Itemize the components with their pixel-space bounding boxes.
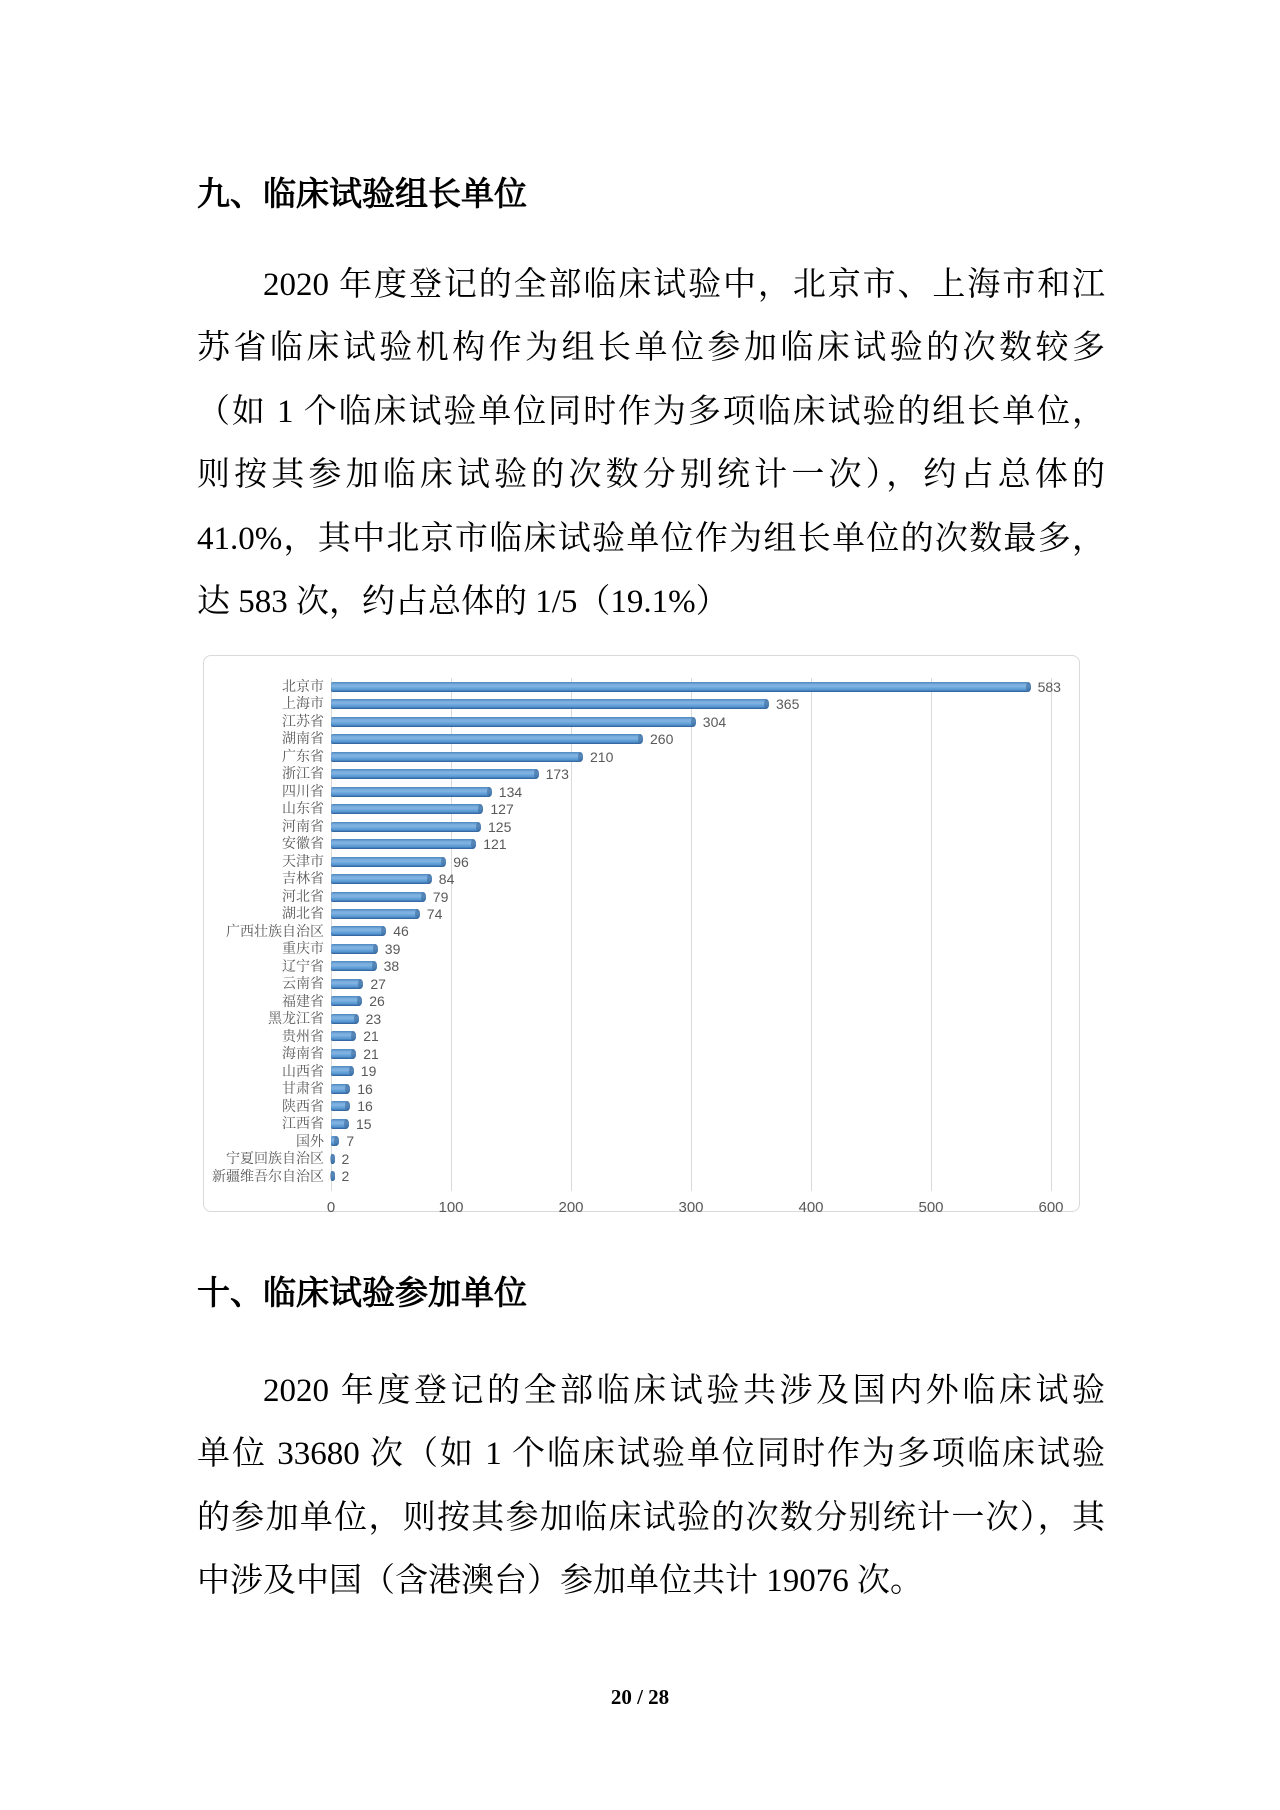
chart-gridline (1051, 678, 1052, 1191)
page-number: 20 / 28 (610, 1685, 670, 1709)
chart-value-label: 26 (369, 993, 385, 1010)
chart-bar (331, 1014, 359, 1024)
paragraph-line: 则按其参加临床试验的次数分别统计一次），约占总体的 (197, 457, 1105, 494)
chart-category-label: 宁夏回族自治区 (226, 1150, 324, 1167)
chart-category-label: 北京市 (282, 678, 324, 694)
chart-category-label: 陕西省 (282, 1097, 324, 1114)
chart-xtick-label: 0 (326, 1199, 336, 1216)
chart-row (331, 888, 1051, 905)
paragraph-line: 达 583 次，约占总体的 1/5（19.1%） (197, 583, 729, 620)
chart-bar (331, 909, 420, 919)
section10-heading: 十、临床试验参加单位 (197, 1274, 527, 1311)
chart-bar (331, 804, 483, 814)
chart-value-label: 46 (393, 923, 409, 940)
chart-row (331, 1080, 1051, 1097)
paragraph-line: 的参加单位，则按其参加临床试验的次数分别统计一次），其 (197, 1499, 1105, 1536)
chart-value-label: 39 (384, 940, 401, 957)
paragraph-line: 单位 33680 次（如 1 个临床试验单位同时作为多项临床试验 (197, 1436, 1105, 1473)
chart-bar (331, 787, 492, 797)
chart-bar (331, 874, 432, 884)
chart-row (331, 765, 1051, 782)
chart-value-label: 21 (363, 1028, 379, 1045)
chart-value-label: 16 (357, 1080, 373, 1097)
paragraph-line: 41.0%，其中北京市临床试验单位作为组长单位的次数最多， (197, 520, 1105, 557)
chart-bar (331, 944, 378, 954)
chart-bar (331, 1154, 335, 1164)
chart-row (331, 905, 1051, 922)
chart-value-label: 79 (432, 888, 449, 905)
chart-row (331, 1010, 1051, 1027)
paragraph-line: 苏省临床试验机构作为组长单位参加临床试验的次数较多 (197, 330, 1105, 367)
chart-bar (331, 682, 1031, 692)
chart-row (331, 835, 1051, 852)
chart-bar (331, 1136, 339, 1146)
chart-value-label: 84 (438, 871, 455, 888)
chart-xtick-label: 500 (918, 1199, 944, 1216)
chart-bar (331, 1084, 350, 1094)
chart-category-label: 湖北省 (282, 905, 324, 922)
chart-bar (331, 1049, 356, 1059)
chart-value-label: 21 (363, 1045, 379, 1062)
chart-category-label: 上海市 (282, 695, 324, 712)
chart-bar (331, 926, 386, 936)
chart-row (331, 1098, 1051, 1115)
chart-bar (331, 857, 446, 867)
chart-category-label: 安徽省 (282, 835, 324, 852)
section9-paragraph (197, 254, 1105, 634)
chart-bar (331, 717, 696, 727)
chart-row (331, 940, 1051, 957)
chart-row (331, 1045, 1051, 1062)
chart-value-label: 365 (776, 696, 800, 713)
chart-bar (331, 892, 426, 902)
chart-value-label: 19 (360, 1063, 377, 1080)
chart-value-label: 96 (453, 853, 469, 870)
chart-category-label: 海南省 (282, 1045, 324, 1062)
chart-category-label: 贵州省 (282, 1027, 324, 1044)
paragraph-line: 2020 年度登记的全部临床试验共涉及国内外临床试验 (263, 1373, 1105, 1409)
chart-category-label: 湖南省 (282, 730, 324, 747)
chart-row (331, 1150, 1051, 1167)
chart-value-label: 2 (341, 1150, 350, 1167)
chart-row (331, 958, 1051, 975)
chart-category-label: 新疆维吾尔自治区 (212, 1167, 324, 1184)
chart-category-label: 广西壮族自治区 (226, 922, 324, 939)
chart-category-label: 山东省 (282, 800, 324, 817)
chart-value-label: 15 (356, 1115, 372, 1132)
chart-row (331, 853, 1051, 870)
chart-value-label: 173 (545, 766, 569, 783)
chart-row (331, 713, 1051, 730)
chart-row (331, 730, 1051, 747)
chart-bar (331, 1171, 335, 1181)
chart-value-label: 16 (357, 1098, 373, 1115)
chart-category-label: 甘肃省 (282, 1080, 324, 1097)
chart-value-label: 127 (490, 801, 514, 818)
chart-bar (331, 734, 643, 744)
chart-bar (331, 961, 377, 971)
chart-xtick-label: 600 (1038, 1199, 1064, 1216)
chart-row (331, 923, 1051, 940)
chart-row (331, 783, 1051, 800)
chart-category-label: 广东省 (282, 747, 324, 764)
paragraph-line: 2020 年度登记的全部临床试验中，北京市、上海市和江 (263, 267, 1105, 303)
chart-value-label: 27 (370, 975, 386, 992)
chart-value-label: 2 (341, 1168, 350, 1185)
chart-row (331, 1028, 1051, 1045)
chart-category-label: 江苏省 (282, 712, 324, 729)
chart-bar (331, 752, 583, 762)
chart-category-label: 四川省 (282, 782, 324, 799)
chart-bar (331, 979, 363, 989)
chart-category-label: 辽宁省 (282, 957, 324, 974)
chart-category-label: 云南省 (282, 975, 324, 992)
chart-xtick-label: 100 (438, 1199, 464, 1216)
chart-category-label: 重庆市 (282, 940, 324, 957)
chart-bar (331, 996, 362, 1006)
section9-heading: 九、临床试验组长单位 (197, 175, 527, 212)
chart-row (331, 695, 1051, 712)
chart-row (331, 993, 1051, 1010)
chart-xtick-label: 400 (798, 1199, 824, 1216)
chart-value-label: 121 (483, 836, 507, 853)
chart-category-label: 江西省 (282, 1115, 324, 1132)
chart-row (331, 1168, 1051, 1185)
chart-row (331, 1133, 1051, 1150)
chart-category-label: 浙江省 (282, 765, 324, 782)
chart-value-label: 304 (702, 713, 727, 730)
chart-value-label: 210 (590, 748, 614, 765)
chart-bar (331, 769, 539, 779)
chart-row (331, 870, 1051, 887)
chart-value-label: 583 (1037, 678, 1061, 695)
chart-bar (331, 699, 769, 709)
chart-row (331, 678, 1061, 695)
chart-row (331, 748, 1051, 765)
chart-category-label: 黑龙江省 (268, 1010, 324, 1027)
chart-bar (331, 839, 476, 849)
chart-category-label: 吉林省 (282, 870, 324, 887)
chart-row (331, 818, 1051, 835)
chart-value-label: 38 (383, 958, 400, 975)
chart-xtick-label: 200 (558, 1199, 584, 1216)
chart-category-label: 天津市 (282, 852, 324, 869)
chart-bar (331, 1101, 350, 1111)
paragraph-line: （如 1 个临床试验单位同时作为多项临床试验的组长单位， (197, 393, 1105, 430)
chart-category-label: 河北省 (282, 887, 324, 904)
chart-xtick-label: 300 (678, 1199, 704, 1216)
chart-value-label: 260 (650, 731, 674, 748)
chart-bar (331, 1031, 356, 1041)
chart-row (331, 975, 1051, 992)
section10-paragraph (197, 1360, 1105, 1614)
chart-value-label: 23 (365, 1010, 382, 1027)
chart-row (331, 1063, 1051, 1080)
chart-plot (212, 678, 1064, 1216)
lead-units-bar-chart (203, 655, 1080, 1216)
chart-category-label: 山西省 (282, 1062, 324, 1079)
chart-bar (331, 1066, 354, 1076)
chart-category-label: 福建省 (282, 992, 324, 1009)
chart-row (331, 800, 1051, 817)
chart-category-label: 国外 (296, 1132, 324, 1149)
paragraph-line: 中涉及中国（含港澳台）参加单位共计 19076 次。 (197, 1563, 923, 1600)
chart-value-label: 7 (346, 1133, 355, 1150)
chart-value-label: 74 (426, 906, 443, 922)
chart-bar (331, 1119, 349, 1129)
chart-value-label: 125 (488, 818, 512, 835)
chart-value-label: 134 (498, 783, 523, 800)
chart-row (331, 1115, 1051, 1132)
chart-category-label: 河南省 (282, 817, 324, 834)
chart-bar (331, 822, 481, 832)
